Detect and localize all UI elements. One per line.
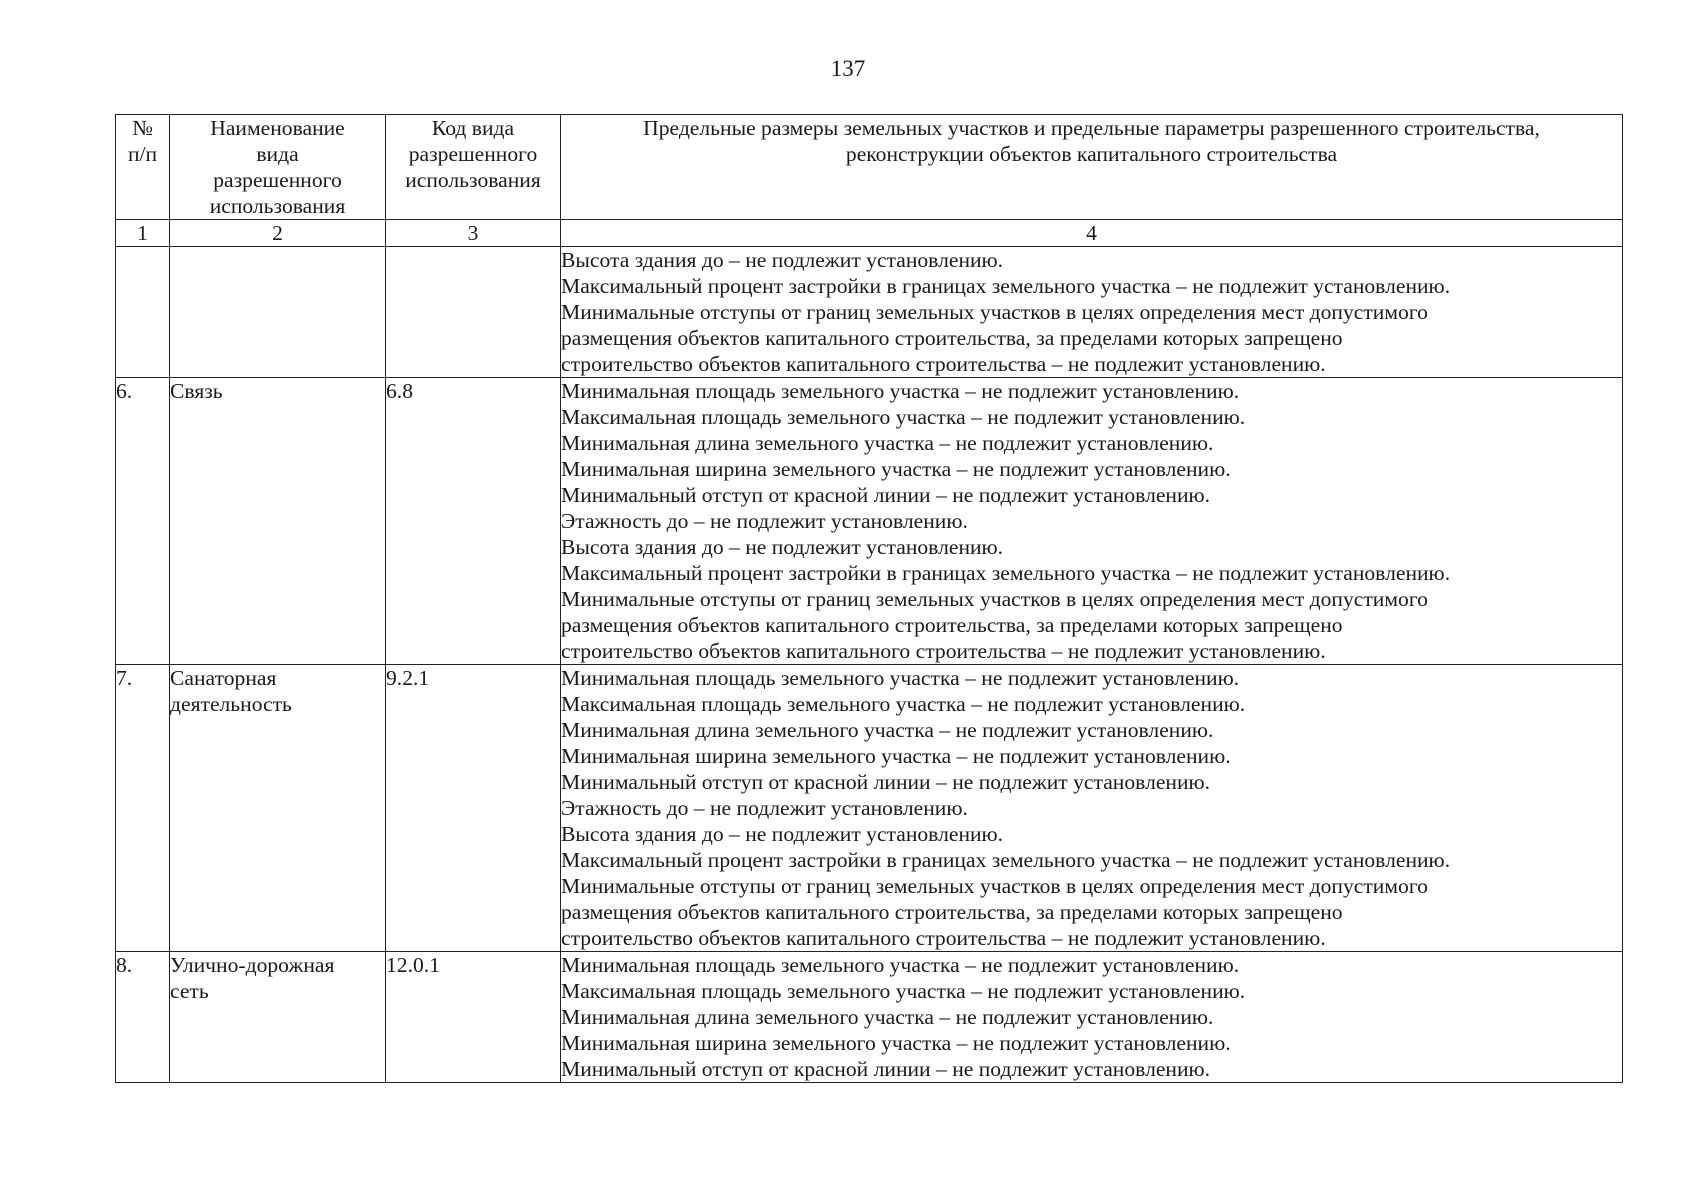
parameter-line: Минимальные отступы от границ земельных участков в целях определения мест допустимого [561, 587, 1428, 611]
parameter-line: Минимальная длина земельного участка – не подлежит установлению. [561, 718, 1214, 742]
parameter-line: Минимальная длина земельного участка – не подлежит установлению. [561, 431, 1214, 455]
parameters-cell [561, 378, 1623, 665]
parameter-line: Высота здания до – не подлежит установлению. [561, 248, 1004, 272]
header-text: разрешенного [213, 168, 342, 192]
parameter-line: Минимальный отступ от красной линии – не подлежит установлению. [561, 770, 1211, 794]
use-code-cell: 6.8 [386, 378, 561, 665]
row-number: 6. [116, 378, 170, 665]
parameter-line: Максимальная площадь земельного участка – не подлежит установлению. [561, 405, 1246, 429]
header-number [116, 115, 170, 220]
row-number: 7. [116, 665, 170, 952]
parameter-line: Высота здания до – не подлежит установлению. [561, 822, 1004, 846]
header-text: Код вида [431, 116, 515, 140]
land-use-table [115, 114, 1623, 1083]
column-numbers-row [116, 220, 1623, 247]
use-name-cell [170, 952, 386, 1083]
parameters-cell [561, 665, 1623, 952]
use-name-cell [170, 247, 386, 378]
header-use-name [170, 115, 386, 220]
use-code-cell: 12.0.1 [386, 952, 561, 1083]
column-number: 3 [386, 220, 561, 247]
parameter-line: Этажность до – не подлежит установлению. [561, 796, 968, 820]
parameter-line: Минимальные отступы от границ земельных участков в целях определения мест допустимого [561, 300, 1428, 324]
use-name-line: Связь [170, 379, 223, 403]
parameter-line: Минимальный отступ от красной линии – не подлежит установлению. [561, 483, 1211, 507]
header-use-code [386, 115, 561, 220]
parameter-line: Этажность до – не подлежит установлению. [561, 509, 968, 533]
parameter-line: Максимальный процент застройки в границах земельного участка – не подлежит установлению. [561, 561, 1451, 585]
parameter-line: Минимальная площадь земельного участка – не подлежит установлению. [561, 379, 1240, 403]
parameter-line: Минимальная ширина земельного участка – не подлежит установлению. [561, 457, 1231, 481]
parameter-line: размещения объектов капитального строительства, за пределами которых запрещено [561, 613, 1343, 637]
table-row [116, 665, 1623, 952]
header-text: Наименование [210, 116, 345, 140]
parameter-line: строительство объектов капитального строительства – не подлежит установлению. [561, 352, 1326, 376]
parameter-line: Минимальная длина земельного участка – не подлежит установлению. [561, 1005, 1214, 1029]
header-text: вида [256, 142, 299, 166]
header-text: п/п [127, 142, 158, 166]
parameter-line: Минимальные отступы от границ земельных участков в целях определения мест допустимого [561, 874, 1428, 898]
parameter-line: Минимальный отступ от красной линии – не подлежит установлению. [561, 1057, 1211, 1081]
parameter-line: Минимальная площадь земельного участка – не подлежит установлению. [561, 953, 1240, 977]
parameter-line: размещения объектов капитального строительства, за пределами которых запрещено [561, 326, 1343, 350]
parameter-line: Высота здания до – не подлежит установлению. [561, 535, 1004, 559]
parameter-line: размещения объектов капитального строительства, за пределами которых запрещено [561, 900, 1343, 924]
table-body [116, 220, 1623, 1083]
header-parameters [561, 115, 1623, 220]
parameter-line: Максимальный процент застройки в границах земельного участка – не подлежит установлению. [561, 274, 1451, 298]
use-name-line: Санаторная [170, 666, 277, 690]
column-number: 1 [116, 220, 170, 247]
use-code-cell: 9.2.1 [386, 665, 561, 952]
use-name-cell [170, 378, 386, 665]
table-row [116, 247, 1623, 378]
use-name-cell [170, 665, 386, 952]
parameter-line: Максимальная площадь земельного участка – не подлежит установлению. [561, 692, 1246, 716]
parameter-line: Минимальная площадь земельного участка – не подлежит установлению. [561, 666, 1240, 690]
header-text: использования [405, 168, 541, 192]
header-text: разрешенного [408, 142, 538, 166]
table-row [116, 952, 1623, 1083]
parameter-line: Минимальная ширина земельного участка – не подлежит установлению. [561, 744, 1231, 768]
use-name-line: деятельность [170, 692, 292, 716]
column-number: 4 [561, 220, 1623, 247]
header-text: реконструкции объектов капитального строительства [845, 142, 1338, 166]
parameter-line: Максимальная площадь земельного участка – не подлежит установлению. [561, 979, 1246, 1003]
parameter-line: строительство объектов капитального строительства – не подлежит установлению. [561, 926, 1326, 950]
row-number [116, 247, 170, 378]
parameters-cell [561, 952, 1623, 1083]
header-text: использования [209, 194, 346, 218]
table-row [116, 378, 1623, 665]
header-text: Предельные размеры земельных участков и предельные параметры разрешенного строительства, [643, 116, 1540, 140]
use-name-line: сеть [170, 979, 209, 1003]
row-number: 8. [116, 952, 170, 1083]
page-number: 137 [830, 56, 866, 81]
header-text: № [132, 116, 153, 140]
use-name-line: Улично-дорожная [170, 953, 335, 977]
column-number: 2 [170, 220, 386, 247]
parameter-line: Максимальный процент застройки в границах земельного участка – не подлежит установлению. [561, 848, 1451, 872]
parameter-line: Минимальная ширина земельного участка – не подлежит установлению. [561, 1031, 1231, 1055]
parameter-line: строительство объектов капитального строительства – не подлежит установлению. [561, 639, 1326, 663]
use-code-cell [386, 247, 561, 378]
table-header [116, 115, 1623, 220]
parameters-cell [561, 247, 1623, 378]
